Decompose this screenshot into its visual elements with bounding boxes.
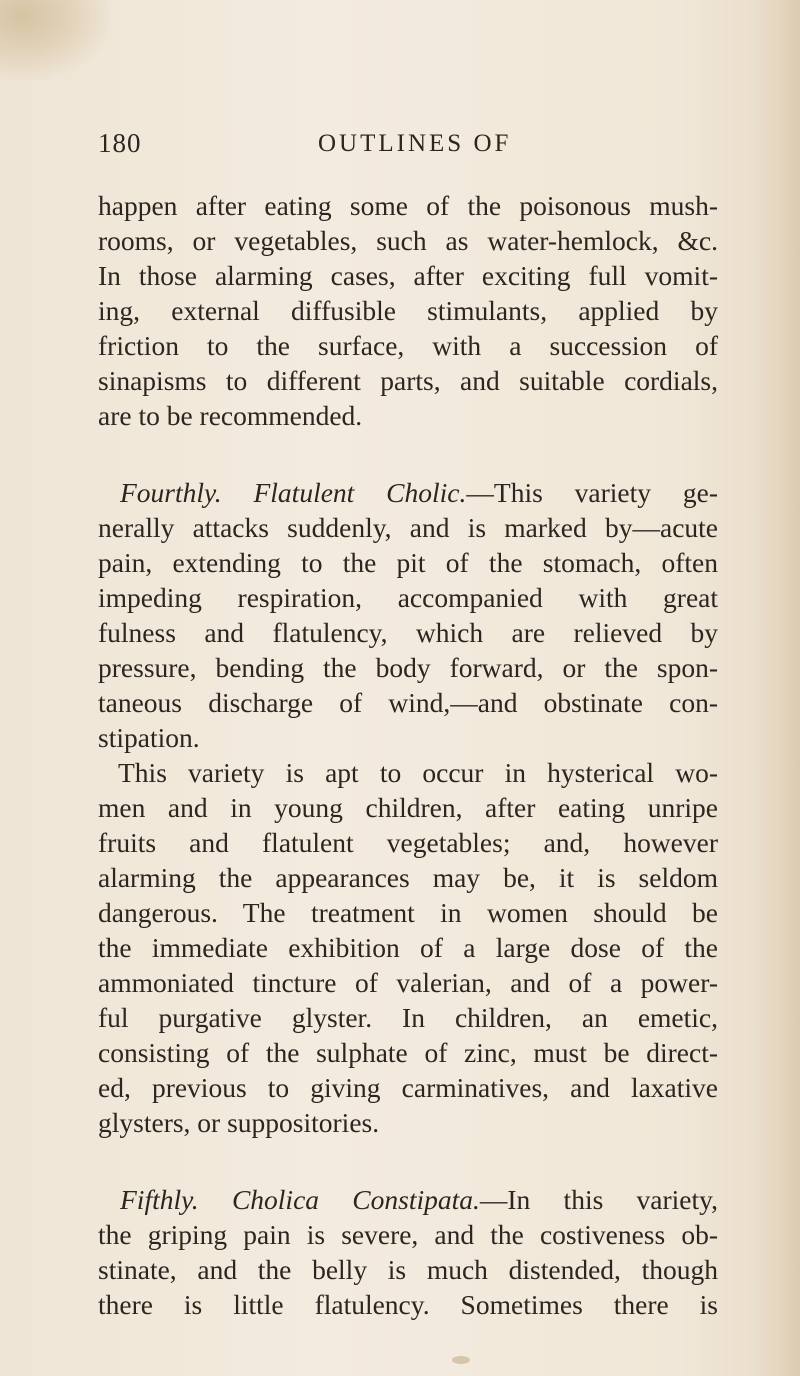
- text-line: taneous discharge of wind,—and obstinate con-: [98, 687, 718, 718]
- text-line: alarming the appearances may be, it is seldom: [98, 862, 718, 893]
- text-fragment: —In this variety,: [479, 1184, 718, 1215]
- text-line: are to be recommended.: [98, 400, 363, 431]
- text-line: dangerous. The treatment in women should be: [98, 897, 718, 928]
- running-head: OUTLINES OF: [318, 130, 512, 157]
- body-text: [98, 188, 718, 1322]
- text-fragment: —This variety ge-: [466, 477, 718, 508]
- text-line: glysters, or suppositories.: [98, 1107, 380, 1138]
- text-line: pain, extending to the pit of the stomach, often: [98, 547, 718, 578]
- text-line: stinate, and the belly is much distended, though: [98, 1254, 718, 1285]
- text-line: there is little flatulency. Sometimes there is: [98, 1289, 718, 1320]
- text-line: pressure, bending the body forward, or the spon-: [98, 652, 718, 683]
- text-line: rooms, or vegetables, such as water-hemlock, &c.: [98, 225, 718, 256]
- text-line: stipation.: [98, 722, 200, 753]
- page-number: 180: [98, 128, 142, 158]
- text-line: consisting of the sulphate of zinc, must be direct-: [98, 1037, 718, 1068]
- text-line: happen after eating some of the poisonous mush-: [98, 190, 718, 221]
- text-line: nerally attacks suddenly, and is marked by—acute: [98, 512, 718, 543]
- text-line: In those alarming cases, after exciting full vomit-: [98, 260, 718, 291]
- paragraph-4: [98, 1182, 718, 1322]
- text-line: fulness and flatulency, which are relieved by: [98, 617, 718, 648]
- section-heading-line: [98, 1182, 718, 1217]
- section-title: Flatulent Cholic.: [253, 477, 467, 508]
- section-title: Cholica Constipata.: [231, 1184, 480, 1215]
- text-line: ammoniated tincture of valerian, and of a power-: [98, 967, 718, 998]
- text-line: friction to the surface, with a succession of: [98, 330, 718, 361]
- paragraph-1: [98, 188, 718, 433]
- paper-stain: [0, 0, 110, 80]
- section-heading-line: [98, 475, 718, 510]
- text-line: sinapisms to different parts, and suitable cordials,: [98, 365, 718, 396]
- text-line: men and in young children, after eating unripe: [98, 792, 718, 823]
- text-line: This variety is apt to occur in hysterical wo-: [118, 757, 718, 788]
- text-line: fruits and flatulent vegetables; and, however: [98, 827, 718, 858]
- text-line: ful purgative glyster. In children, an emetic,: [98, 1002, 718, 1033]
- text-line: ed, previous to giving carminatives, and laxative: [98, 1072, 718, 1103]
- text-line: impeding respiration, accompanied with great: [98, 582, 718, 613]
- section-label: Fifthly.: [120, 1184, 199, 1215]
- text-line: ing, external diffusible stimulants, applied by: [98, 295, 718, 326]
- text-line: the griping pain is severe, and the costiveness ob-: [98, 1219, 718, 1250]
- text-line: the immediate exhibition of a large dose of the: [98, 932, 718, 963]
- paragraph-3: [98, 755, 718, 1140]
- paragraph-2: [98, 475, 718, 755]
- page-header: [98, 128, 718, 168]
- paper-blemish: [452, 1356, 470, 1364]
- page-edge-shadow: [752, 0, 800, 1376]
- section-label: Fourthly.: [120, 477, 222, 508]
